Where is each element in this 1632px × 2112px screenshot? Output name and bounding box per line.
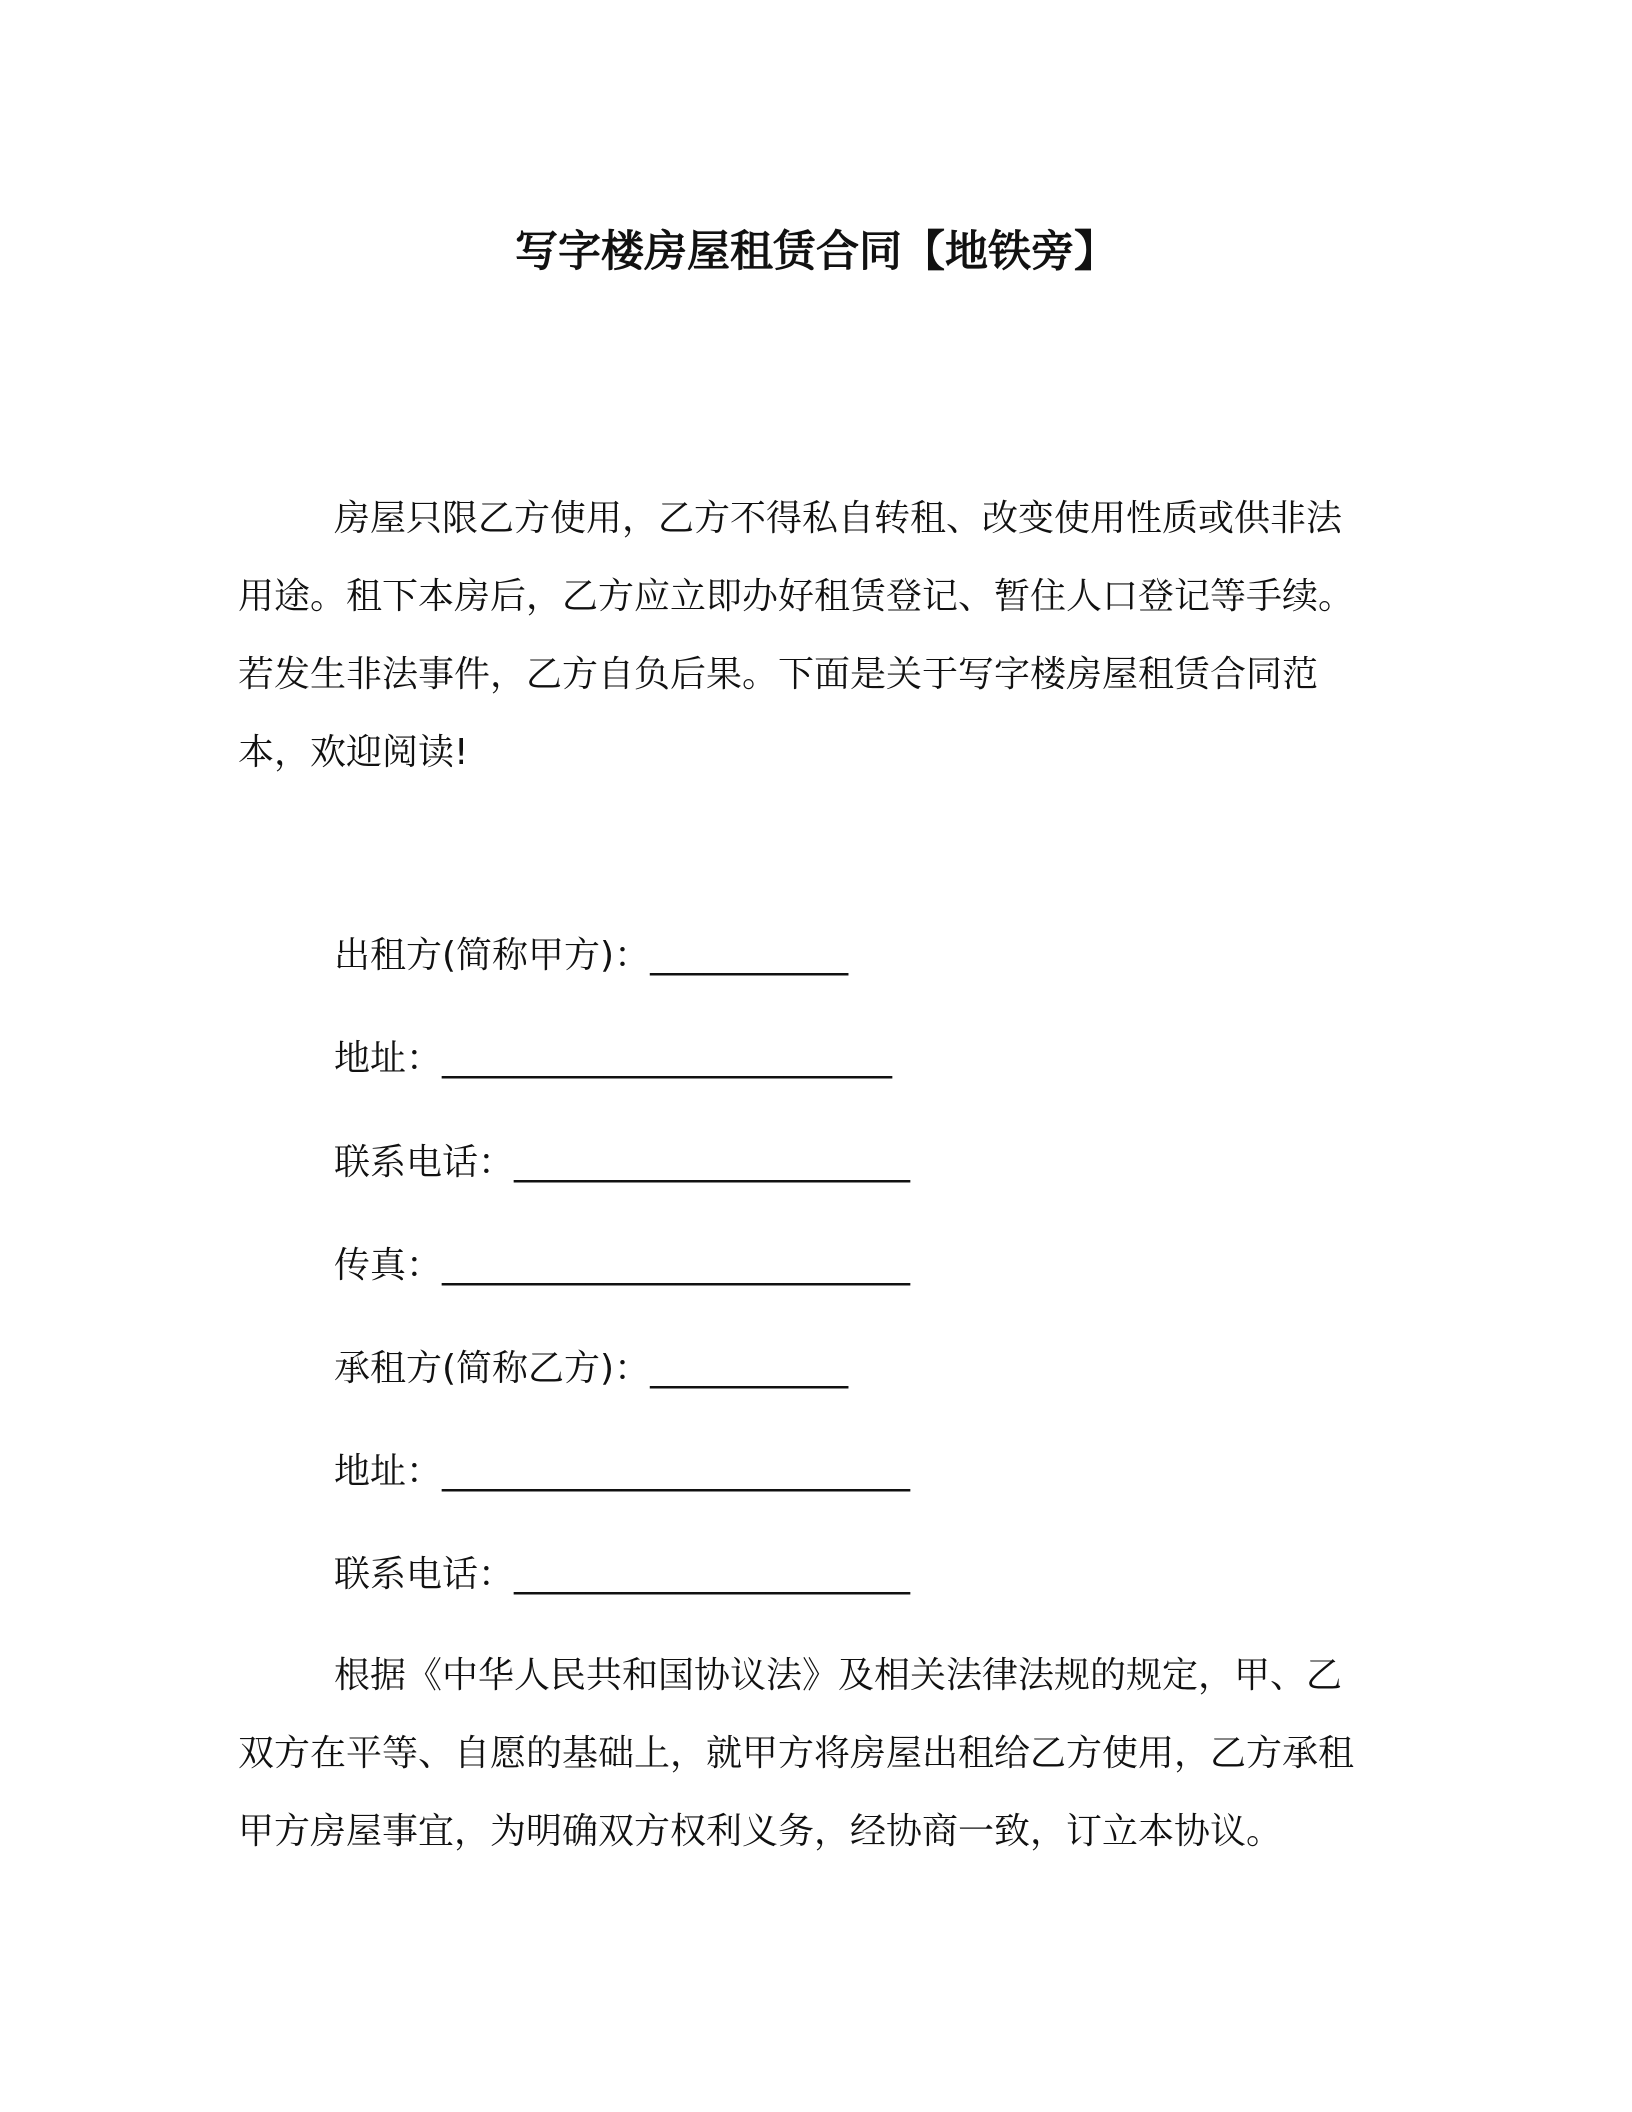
field-blank: __________________________: [442, 1451, 911, 1492]
lessee-name-field: [334, 1341, 848, 1397]
field-label: 承租方(简称乙方)：: [334, 1348, 651, 1389]
field-blank: ___________: [650, 935, 849, 976]
field-label: 地址：: [334, 1038, 443, 1079]
document-title: 写字楼房屋租赁合同【地铁旁】: [515, 227, 1117, 277]
lessor-phone-field: [334, 1135, 910, 1191]
field-label: 地址：: [334, 1451, 443, 1492]
lessee-phone-field: [334, 1547, 910, 1603]
lessor-address-field: [334, 1031, 892, 1087]
intro-paragraph: 房屋只限乙方使用，乙方不得私自转租、改变使用性质或供非法用途。租下本房后，乙方应立即办好租赁登记、暂住人口登记等手续。若发生非法事件，乙方自负后果。下面是关于写字楼房屋租赁合同范本，欢迎阅读!: [238, 498, 1355, 773]
field-label: 出租方(简称甲方)：: [334, 935, 651, 976]
field-blank: __________________________: [442, 1245, 911, 1286]
field-blank: ______________________: [514, 1142, 911, 1183]
field-label: 联系电话：: [334, 1142, 515, 1183]
field-label: 传真：: [334, 1245, 443, 1286]
closing-paragraph: 根据《中华人民共和国协议法》及相关法律法规的规定，甲、乙双方在平等、自愿的基础上，就甲方将房屋出租给乙方使用，乙方承租甲方房屋事宜，为明确双方权利义务，经协商一致，订立本协议。: [238, 1655, 1355, 1852]
field-label: 联系电话：: [334, 1554, 515, 1595]
lessor-name-field: [334, 928, 848, 984]
lessor-fax-field: [334, 1238, 910, 1294]
field-blank: ______________________: [514, 1554, 911, 1595]
lessee-address-field: [334, 1444, 910, 1500]
field-blank: _________________________: [442, 1038, 893, 1079]
field-blank: ___________: [650, 1348, 849, 1389]
